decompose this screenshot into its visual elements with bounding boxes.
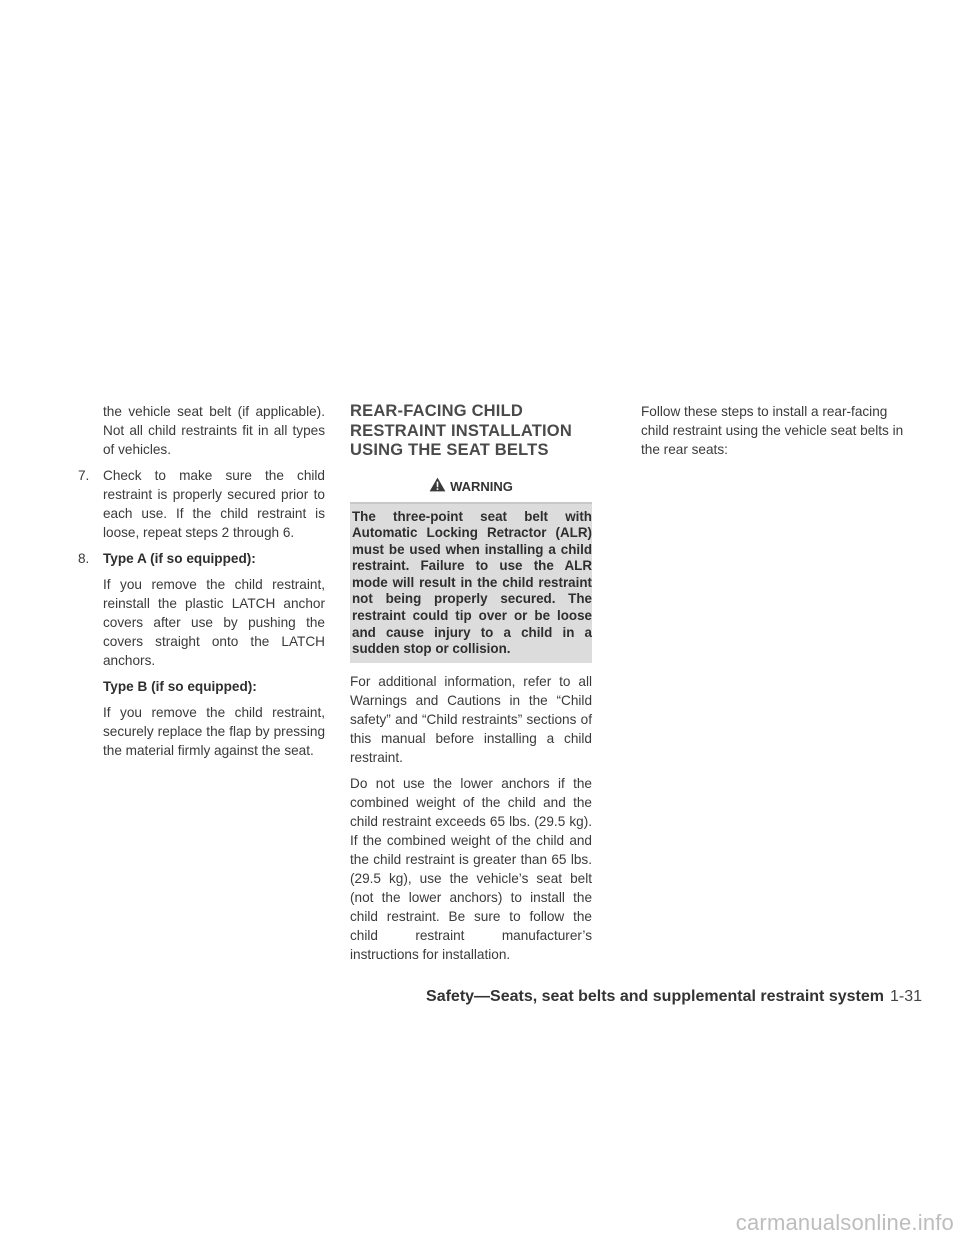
type-b-title: Type B (if so equipped): bbox=[103, 679, 257, 694]
info-paragraph: For additional information, refer to all Warnings and Cautions in the “Child safety” and “Child restraints” sections of this manual before installing a child restraint. bbox=[350, 673, 592, 765]
step-8 bbox=[78, 549, 325, 760]
footer-section-title: Safety—Seats, seat belts and supplemental restraint system bbox=[426, 988, 884, 1005]
warning-text: The three-point seat belt with Automatic Locking Retractor (ALR) must be used when installing a child restraint. Failure to use the ALR mode will result in the child restraint not being properly secured. The restraint could tip over or be loose and cause injury to a child in a sudden stop or collision. bbox=[352, 508, 592, 657]
lower-anchor-paragraph: Do not use the lower anchors if the combined weight of the child and the child restraint exceeds 65 lbs. (29.5 kg). If the combined weight of the child and the child restraint is greater than 65 lbs. (29.5 kg), use the vehicle’s seat belt (not the lower anchors) to install the child restraint. Be sure to follow the child restraint manufacturer’s instructions for installation. bbox=[350, 775, 592, 962]
type-a-text: If you remove the child restraint, reinstall the plastic LATCH anchor covers after use by pushing the covers straight onto the LATCH anchors. bbox=[103, 577, 325, 668]
warning-header bbox=[350, 473, 592, 504]
steps-intro-paragraph: Follow these steps to install a rear-facing child restraint using the vehicle seat belts in the rear seats: bbox=[641, 404, 904, 457]
warning-triangle-icon bbox=[429, 477, 446, 497]
page-footer bbox=[426, 987, 922, 1007]
column-middle bbox=[350, 402, 592, 964]
step-7 bbox=[78, 466, 325, 542]
column-left bbox=[78, 402, 325, 760]
type-a-title: Type A (if so equipped): bbox=[103, 551, 256, 566]
step-7-text: Check to make sure the child restraint is properly secured prior to each use. If the child restraint is loose, repeat steps 2 through 6. bbox=[103, 468, 325, 540]
step-8-number: 8. bbox=[78, 551, 90, 566]
column-right bbox=[641, 402, 914, 459]
watermark[interactable]: carmanualsonline.info bbox=[735, 1210, 954, 1235]
page-number: 1-31 bbox=[889, 988, 922, 1005]
warning-box bbox=[350, 473, 592, 663]
step-7-number: 7. bbox=[78, 468, 90, 483]
warning-label: WARNING bbox=[450, 479, 513, 494]
type-b-text: If you remove the child restraint, securely replace the flap by pressing the material firmly against the seat. bbox=[103, 705, 325, 758]
section-heading: REAR-FACING CHILD RESTRAINT INSTALLATION USING THE SEAT BELTS bbox=[350, 402, 572, 459]
continuation-text: the vehicle seat belt (if applicable). Not all child restraints fit in all types of vehicles. bbox=[103, 404, 325, 457]
